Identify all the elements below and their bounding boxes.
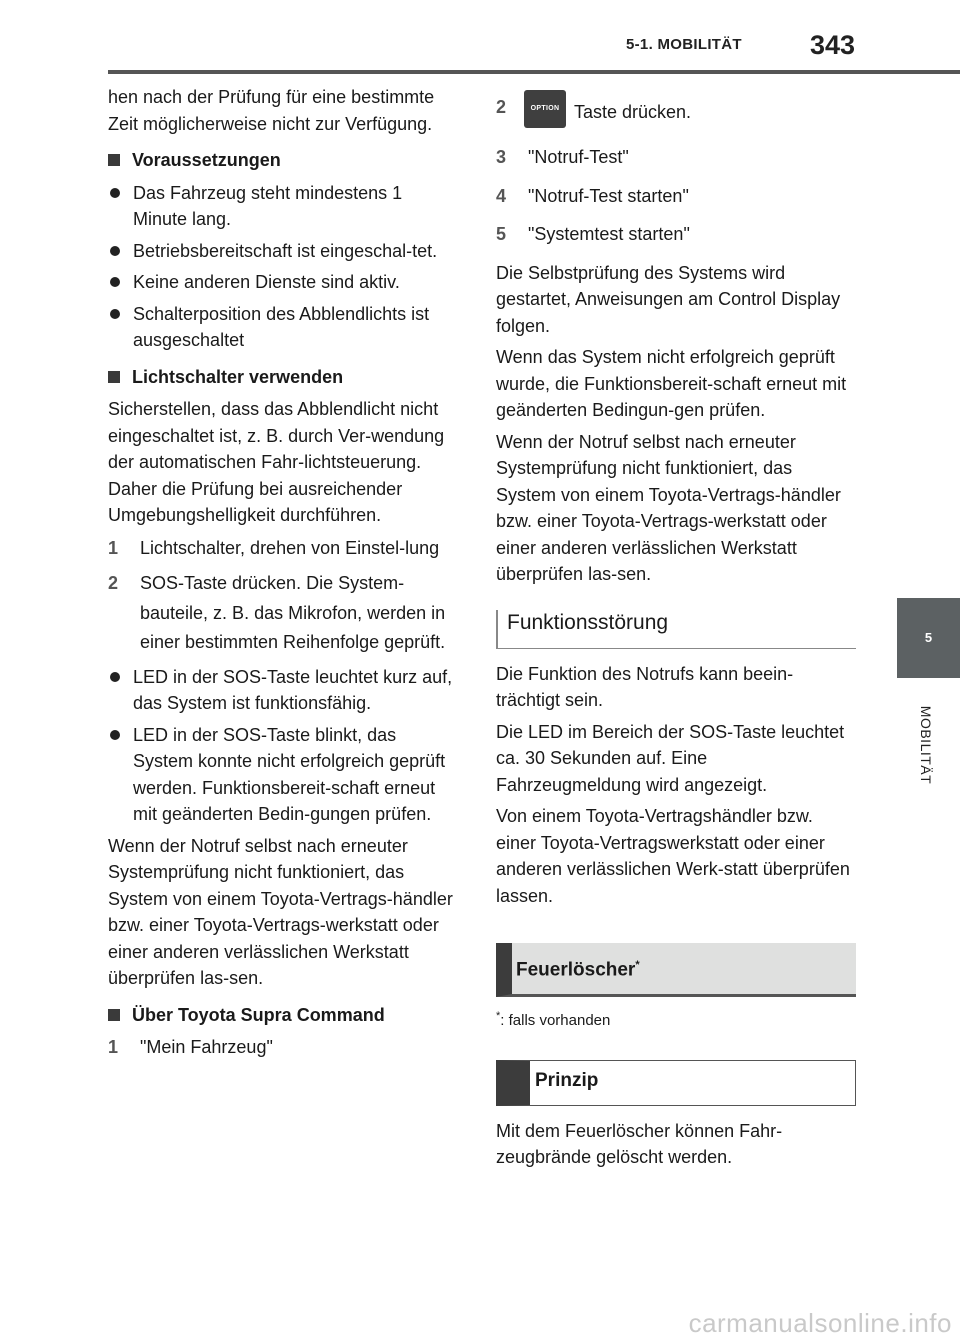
list-item: Betriebsbereitschaft ist eingeschal-tet. — [108, 238, 458, 265]
prinzip-text: Mit dem Feuerlöscher können Fahr-zeugbrände gelöscht werden. — [496, 1120, 783, 1168]
paragraph: Von einem Toyota-Vertragshändler bzw. einer Toyota-Vertragswerkstatt oder einer anderen verlässlichen Werk-statt überprüfen lassen. — [496, 806, 850, 906]
list-item: LED in der SOS-Taste blinkt, das System konnte nicht erfolgreich geprüft werden. Funktionsbereit-schaft erneut mit geänderten Bedin-gungen prüfen. — [108, 722, 458, 828]
square-bullet-icon — [108, 371, 120, 383]
list-item: Keine anderen Dienste sind aktiv. — [108, 269, 458, 296]
paragraph: Wenn der Notruf selbst nach erneuter Systemprüfung nicht funktioniert, das System von einem Toyota-Vertrags-händler bzw. einer Toyota-Vertrags-werkstatt oder einer anderen verlässlichen Werkstatt überprüfen las-sen. — [496, 431, 841, 584]
step-item: 5 "Systemtest starten" — [496, 224, 690, 244]
list-item: Das Fahrzeug steht mindestens 1 Minute lang. — [108, 180, 458, 233]
page-header — [0, 0, 960, 76]
square-bullet-icon — [108, 154, 120, 166]
heading-feuerloescher: Feuerlöscher* — [496, 943, 856, 997]
heading-funktionsstoerung: Funktionsstörung — [496, 610, 856, 649]
square-bullet-icon — [108, 1009, 120, 1021]
page-number: 343 — [810, 30, 856, 60]
option-button-icon: OPTION — [524, 90, 566, 128]
paragraph: Die Funktion des Notrufs kann beein-trächtigt sein. — [496, 663, 794, 710]
chapter-tab: 5 — [897, 598, 960, 678]
list-item: Schalterposition des Abblendlichts ist ausgeschaltet — [108, 301, 458, 354]
footnote: *: falls vorhanden — [496, 1009, 611, 1029]
watermark: carmanualsonline.info — [688, 1308, 952, 1338]
step-item: 4 "Notruf-Test starten" — [496, 185, 689, 206]
heading-voraussetzungen: Voraussetzungen — [108, 147, 458, 174]
list-item: LED in der SOS-Taste leuchtet kurz auf, das System ist funktionsfähig. — [108, 664, 458, 717]
step-item: 1 "Mein Fahrzeug" — [108, 1037, 273, 1057]
step-item: 3 "Notruf-Test" — [496, 147, 629, 167]
step-item: 1 Lichtschalter, drehen von Einstel-lung — [108, 537, 440, 558]
heading-lichtschalter: Lichtschalter verwenden — [108, 364, 458, 391]
section-title: 5-1. MOBILITÄT — [626, 36, 742, 53]
paragraph: Wenn das System nicht erfolgreich geprüft wurde, die Funktionsbereit-schaft erneut mit geänderten Bedingun-gen prüfen. — [496, 347, 847, 420]
lichtschalter-closing: Wenn der Notruf selbst nach erneuter Systemprüfung nicht funktioniert, das System von einem Toyota-Vertrags-händler bzw. einer Toyota-Vertrags-werkstatt oder einer anderen verlässlichen Werkstatt überprüfen las-sen. — [108, 835, 453, 988]
header-rule — [108, 70, 960, 74]
lichtschalter-text: Sicherstellen, dass das Abblendlicht nicht eingeschaltet ist, z. B. durch Ver-wendung der automatischen Fahr-lichtsteuerung. Daher die Prüfung bei ausreichender Umgebungshelligkeit durchführen. — [108, 399, 445, 525]
heading-supra-command: Über Toyota Supra Command — [108, 1002, 458, 1029]
chapter-label-text: MOBILITÄT — [918, 705, 934, 785]
chapter-label — [896, 690, 956, 800]
intro-text: hen nach der Prüfung für eine bestimmte Zeit möglicherweise nicht zur Verfügung. — [108, 87, 435, 134]
heading-prinzip: Prinzip — [496, 1060, 856, 1106]
left-column — [108, 84, 458, 1067]
right-column — [496, 94, 856, 1176]
step-item: 2 OPTION Taste drücken. — [496, 94, 856, 132]
step-item: 2 SOS-Taste drücken. Die System-bauteile, z. B. das Mikrofon, werden in einer bestimmten Reihenfolge geprüft. — [108, 573, 446, 652]
paragraph: Die LED im Bereich der SOS-Taste leuchtet ca. 30 Sekunden auf. Eine Fahrzeugmeldung wird angezeigt. — [496, 721, 845, 795]
paragraph: Die Selbstprüfung des Systems wird gestartet, Anweisungen am Control Display folgen. — [496, 262, 841, 336]
